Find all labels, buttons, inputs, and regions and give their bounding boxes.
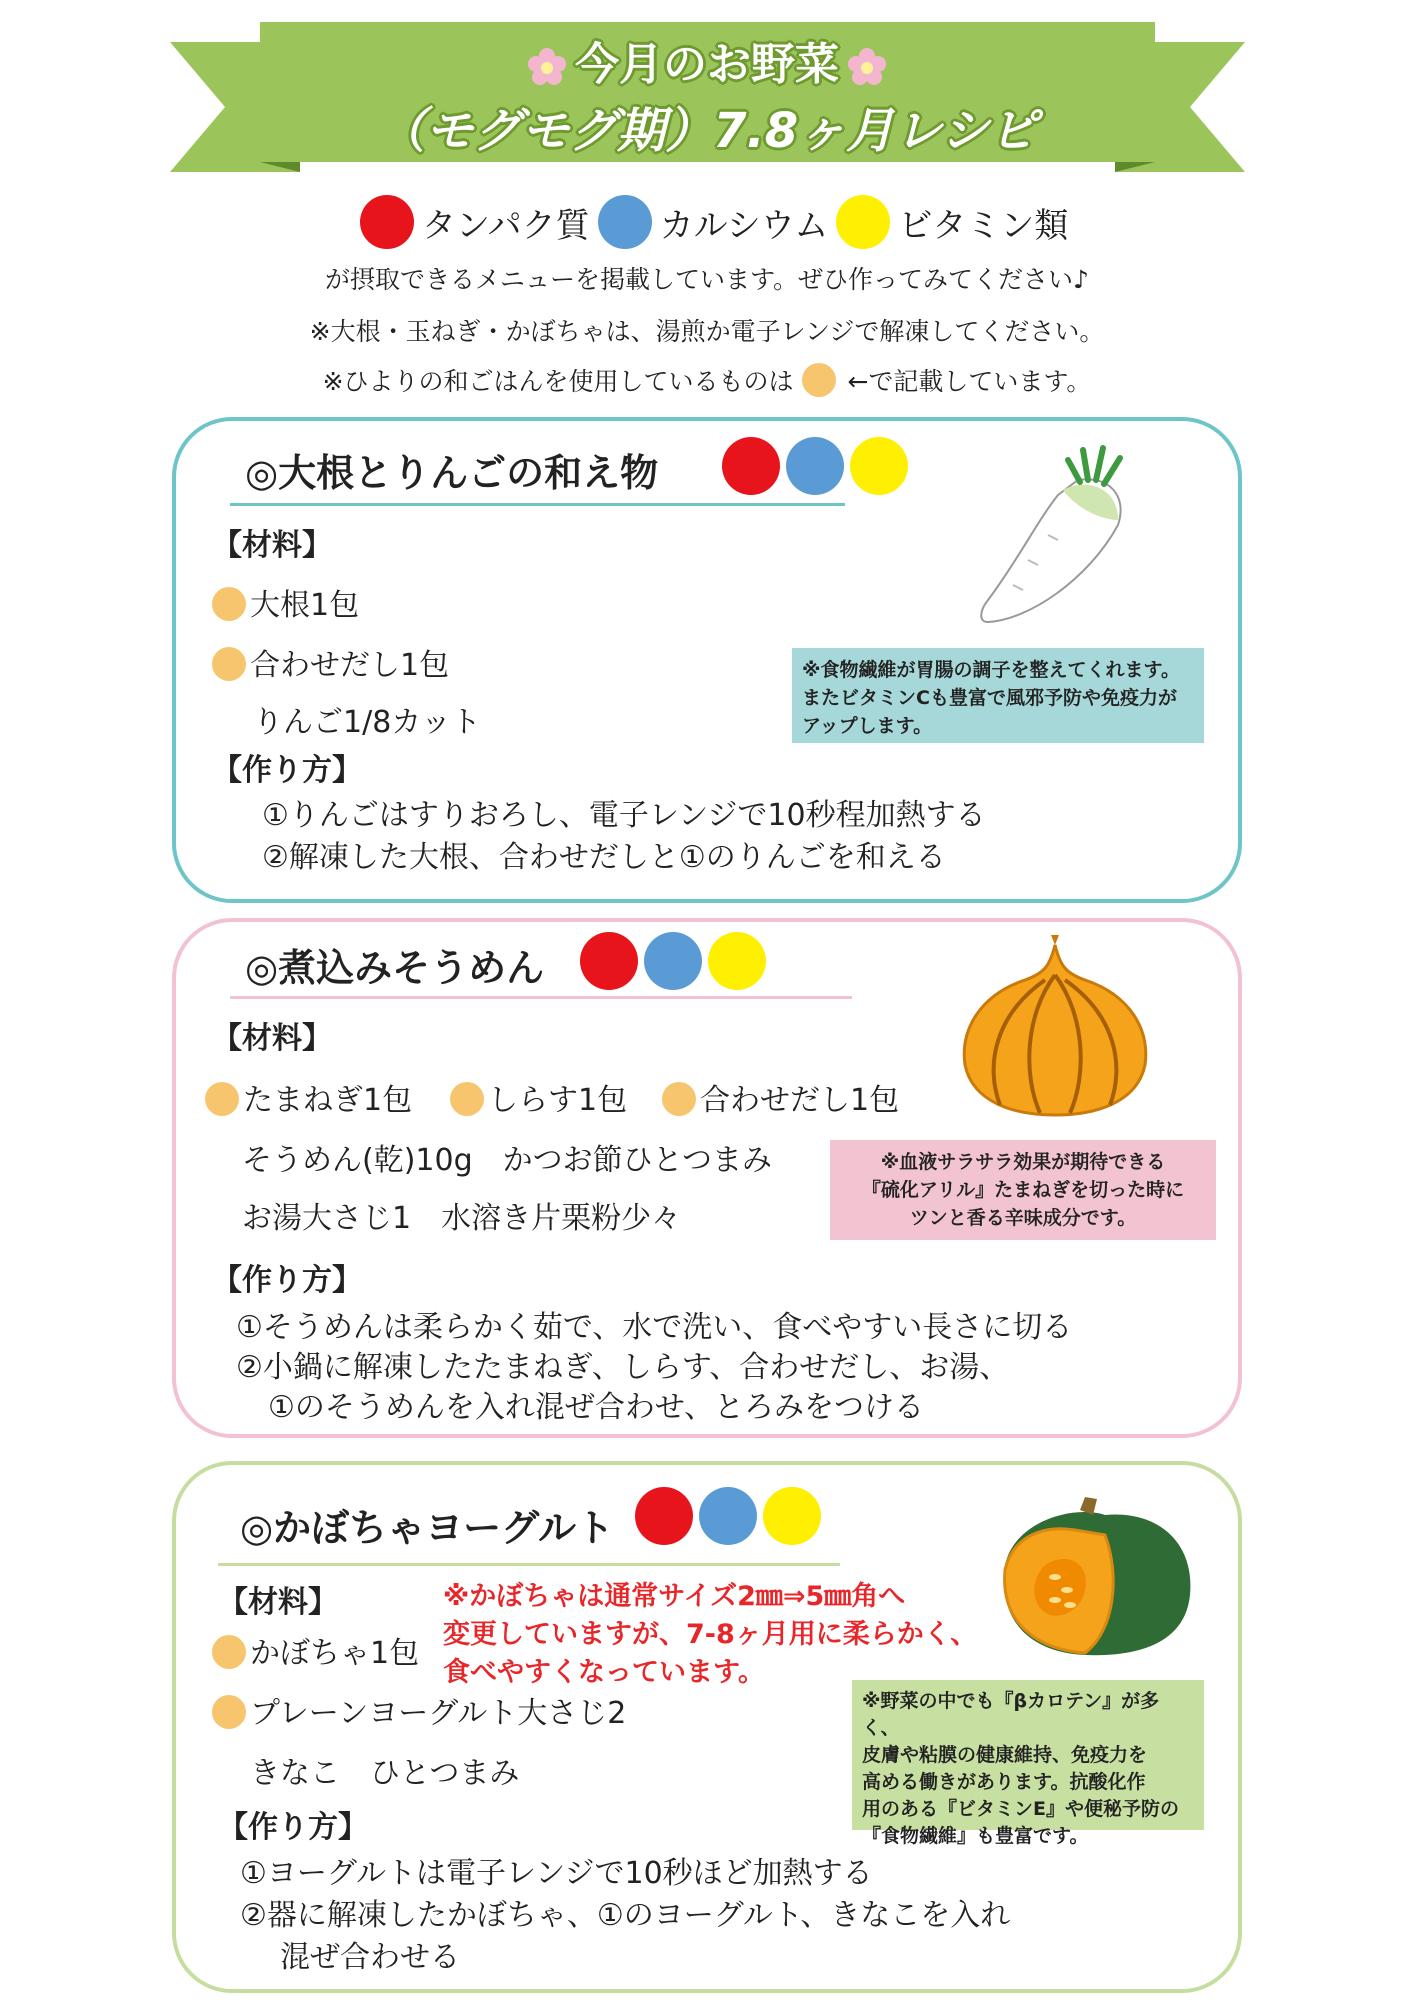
intro-line3 (0, 362, 1414, 400)
nutrient-legend (360, 192, 1076, 252)
note-line: ※野菜の中でも『βカロテン』が多く、 (862, 1690, 1160, 1739)
legend-calcium-label: カルシウム (659, 205, 829, 246)
legend-protein-label: タンパク質 (422, 205, 590, 246)
warning-line: 変更していますが、7-8ヶ月用に柔らかく、 (443, 1619, 978, 1650)
note-line: 高める働きがあります。抗酸化作 (862, 1771, 1146, 1793)
nutrient-dots (635, 1487, 821, 1545)
banner-title-line2: （モグモグ期）7.8ヶ月レシピ (377, 103, 1037, 159)
calcium-dot (598, 195, 652, 249)
note-line: 『食物繊維』も豊富です。 (862, 1825, 1089, 1847)
ingredient-text: しらす1包 (488, 1083, 628, 1118)
ingredient-text: プレーンヨーグルト大さじ2 (250, 1696, 627, 1731)
method-step: ①ヨーグルトは電子レンジで10秒ほど加熱する (240, 1856, 873, 1891)
method-step: ①りんごはすりおろし、電子レンジで10秒程加熱する (262, 798, 986, 833)
onion-illustration (955, 935, 1155, 1120)
daikon-illustration (968, 440, 1148, 630)
hiyori-dot (212, 1635, 246, 1669)
hiyori-dot (205, 1082, 239, 1116)
ingredient-item (212, 1628, 419, 1672)
ingredient-item (212, 640, 449, 684)
hiyori-dot (212, 647, 246, 681)
recipe-title: ◎煮込みそうめん (245, 946, 545, 990)
note-line: 皮膚や粘膜の健康維持、免疫力を (862, 1744, 1148, 1766)
kabocha-illustration (985, 1495, 1200, 1660)
materials-heading: 【材料】 (218, 1585, 338, 1620)
warning-line: ※かぼちゃは通常サイズ2㎜⇒5㎜角へ (443, 1581, 906, 1612)
nutrition-note: ※食物繊維が胃腸の調子を整えてくれます。またビタミンCも豊富で風邪予防や免疫力がアップします。 (792, 648, 1204, 743)
hiyori-dot (450, 1082, 484, 1116)
hiyori-dot (662, 1082, 696, 1116)
calcium-dot (786, 437, 844, 495)
hiyori-dot (212, 587, 246, 621)
intro-line3-b: ←で記載しています。 (847, 367, 1092, 396)
ingredient-item (662, 1075, 899, 1119)
calcium-dot (644, 932, 702, 990)
size-warning (443, 1578, 977, 1692)
method-step: ②解凍した大根、合わせだしと①のりんごを和える (262, 840, 946, 875)
protein-dot (635, 1487, 693, 1545)
note-line: ツンと香る辛味成分です。 (909, 1207, 1137, 1229)
method-heading: 【作り方】 (218, 1810, 368, 1845)
method-heading: 【作り方】 (212, 1263, 362, 1298)
ingredient-item: りんご1/8カット (253, 705, 481, 740)
warning-line: 食べやすくなっています。 (443, 1657, 765, 1688)
recipe-title: ◎かぼちゃヨーグルト (240, 1506, 615, 1550)
calcium-dot (699, 1487, 757, 1545)
banner-line1-text: 今月のお野菜 (575, 39, 839, 90)
ingredient-text: 大根1包 (250, 588, 360, 623)
recipe-title: ◎大根とりんごの和え物 (245, 451, 659, 495)
materials-heading: 【材料】 (212, 528, 332, 563)
method-step: ①そうめんは柔らかく茹で、水で洗い、食べやすい長さに切る (236, 1310, 1073, 1345)
protein-dot (722, 437, 780, 495)
ingredient-text: たまねぎ1包 (243, 1083, 413, 1118)
hiyori-dot (212, 1695, 246, 1729)
hiyori-dot (802, 363, 836, 397)
ingredient-item (450, 1075, 627, 1119)
note-line: ※血液サラサラ効果が期待できる (880, 1151, 1166, 1173)
vitamin-dot (763, 1487, 821, 1545)
ingredient-item: きなこ ひとつまみ (250, 1756, 520, 1791)
title-underline (230, 503, 845, 506)
materials-heading: 【材料】 (212, 1021, 332, 1056)
intro-line2: ※大根・玉ねぎ・かぼちゃは、湯煎か電子レンジで解凍してください。 (309, 317, 1105, 346)
flower-icon (847, 47, 887, 87)
legend-vitamin-label: ビタミン類 (898, 205, 1069, 246)
vitamin-dot (708, 932, 766, 990)
ingredient-text: 合わせだし1包 (250, 648, 450, 683)
intro-line1: が摂取できるメニューを掲載しています。ぜひ作ってみてください♪ (325, 265, 1089, 294)
nutrient-dots (722, 437, 908, 495)
ingredient-item (212, 1688, 626, 1732)
protein-dot (360, 195, 414, 249)
nutrition-note (830, 1140, 1216, 1240)
ingredient-item: そうめん(乾)10g かつお節ひとつまみ (242, 1143, 773, 1178)
title-underline (218, 1563, 840, 1566)
banner-title-line1 (0, 28, 1414, 92)
flower-icon (527, 47, 567, 87)
title-underline (230, 996, 852, 999)
ingredient-item (205, 1075, 412, 1119)
ingredient-item (212, 580, 359, 624)
method-step: 混ぜ合わせる (280, 1940, 460, 1975)
method-heading: 【作り方】 (212, 753, 362, 788)
note-line: 『硫化アリル』たまねぎを切った時に (861, 1179, 1185, 1201)
note-line: 用のある『ビタミンE』や便秘予防の (862, 1798, 1179, 1820)
method-step: ②器に解凍したかぼちゃ、①のヨーグルト、きなこを入れ (240, 1898, 1011, 1933)
nutrient-dots (580, 932, 766, 990)
ingredient-text: かぼちゃ1包 (250, 1636, 420, 1671)
vitamin-dot (836, 195, 890, 249)
ingredient-item: お湯大さじ1 水溶き片栗粉少々 (242, 1201, 682, 1236)
ingredient-text: 合わせだし1包 (700, 1083, 900, 1118)
intro-line3-a: ※ひよりの和ごはんを使用しているものは (322, 367, 794, 396)
method-step: ①のそうめんを入れ混ぜ合わせ、とろみをつける (268, 1390, 924, 1425)
method-step: ②小鍋に解凍したたまねぎ、しらす、合わせだし、お湯、 (236, 1350, 1010, 1385)
vitamin-dot (850, 437, 908, 495)
protein-dot (580, 932, 638, 990)
nutrition-note (852, 1680, 1204, 1847)
